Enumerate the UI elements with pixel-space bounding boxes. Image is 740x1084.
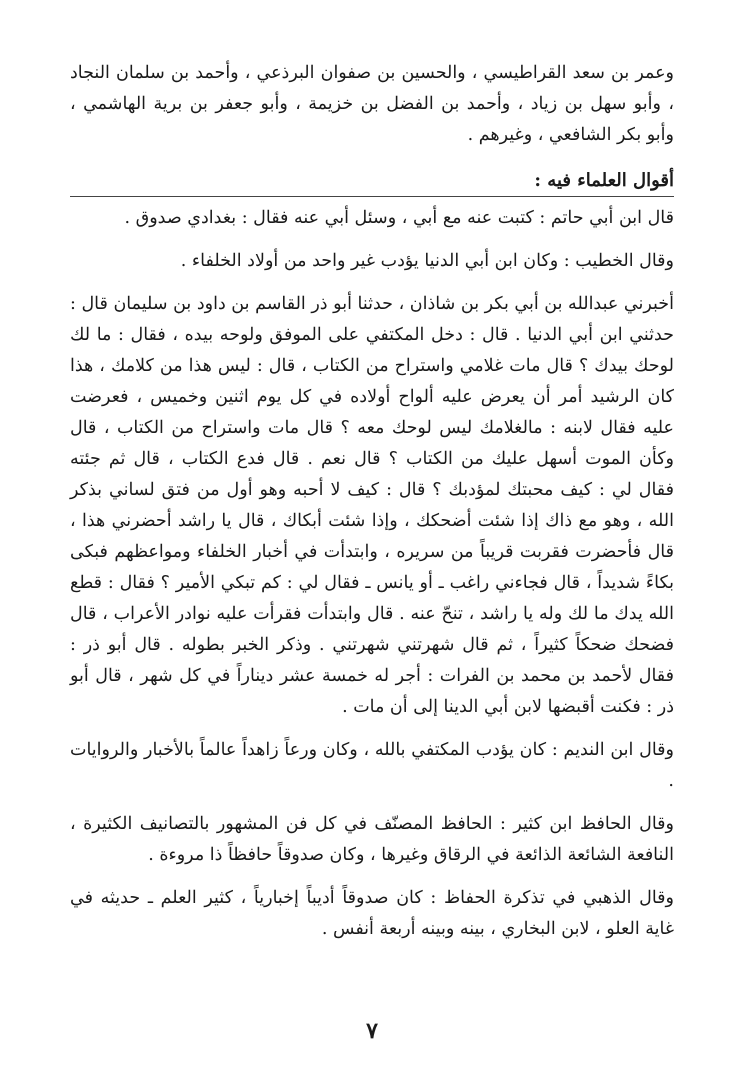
page-number: ٧	[366, 1018, 378, 1044]
heading-underline	[70, 196, 674, 197]
quote-abu-dhar-story: أخبرني عبدالله بن أبي بكر بن شاذان ، حدثنا أبو ذر القاسم بن داود بن سليمان قال : حدثني ابن أبي الدنيا . قال : دخل المكتفي على الموفق ولوحه بيده ، فقال : ما لك لوحك بيدك ؟ قال مات غلامي واستراح من الكتاب ، قال : ليس هذا من كلامك ، هذا كان الرشيد أمر أن يعرض عليه ألواح أولاده في كل يوم اثنين وخميس ، فعرضت عليه فقال لابنه : مالغلامك ليس لوحك معه ؟ قال مات واستراح من الكتاب ، قال وكأن الموت أسهل عليك من الكتاب ؟ قال نعم . قال فدع الكتاب ، قال ثم جئته فقال لي : كيف محبتك لمؤدبك ؟ قال : كيف لا أحبه وهو أول من فتق لساني بذكر الله ، وهو مع ذاك إذا شئت أضحكك ، وإذا شئت أبكاك ، قال يا راشد أحضرني هذا ، قال فأحضرت فقربت قريباً من سريره ، وابتدأت في أخبار الخلفاء ومواعظهم فبكى بكاءً شديداً ، قال فجاءني راغب ـ أو يانس ـ فقال لي : كم تبكي الأمير ؟ فقال : قطع الله يدك ما لك وله يا راشد ، تنحّ عنه . قال وابتدأت فقرأت عليه نوادر الأعراب ، قال فضحك ضحكاً كثيراً ، ثم قال شهرتني شهرتني . وذكر الخبر بطوله . قال أبو ذر : فقال لأحمد بن محمد بن الفرات : أجر له خمسة عشر ديناراً في كل شهر ، قال أبو ذر : فكنت أقبضها لابن أبي الدينا إلى أن مات .	[70, 294, 674, 717]
section-heading: أقوال العلماء فيه :	[534, 170, 674, 191]
quote-al-khatib: وقال الخطيب : وكان ابن أبي الدنيا يؤدب غير واحد من أولاد الخلفاء .	[180, 251, 674, 271]
quote-ibn-abi-hatim: قال ابن أبي حاتم : كتبت عنه مع أبي ، وسئل أبي عنه فقال : بغدادي صدوق .	[124, 208, 674, 228]
document-page	[70, 58, 674, 1044]
quote-ibn-kathir: وقال الحافظ ابن كثير : الحافظ المصنّف في كل فن المشهور بالتصانيف الكثيرة ، النافعة الشائعة الذائعة في الرقاق وغيرها ، وكان صدوقاً حافظاً ذا مروءة .	[70, 814, 674, 865]
quote-ibn-al-nadim: وقال ابن النديم : كان يؤدب المكتفي بالله ، وكان ورعاً زاهداً عالماً بالأخبار والروايات .	[70, 740, 674, 791]
paragraph-narrators: وعمر بن سعد القراطيسي ، والحسين بن صفوان البرذعي ، وأحمد بن سلمان النجاد ، وأبو سهل بن زياد ، وأحمد بن الفضل بن خزيمة ، وأبو جعفر بن برية الهاشمي ، وأبو بكر الشافعي ، وغيرهم .	[70, 63, 674, 145]
quote-al-dhahabi: وقال الذهبي في تذكرة الحفاظ : كان صدوقاً أديباً إخبارياً ، كثير العلم ـ حديثه في غاية العلو ، لابن البخاري ، بينه وبينه أربعة أنفس .	[70, 888, 674, 939]
